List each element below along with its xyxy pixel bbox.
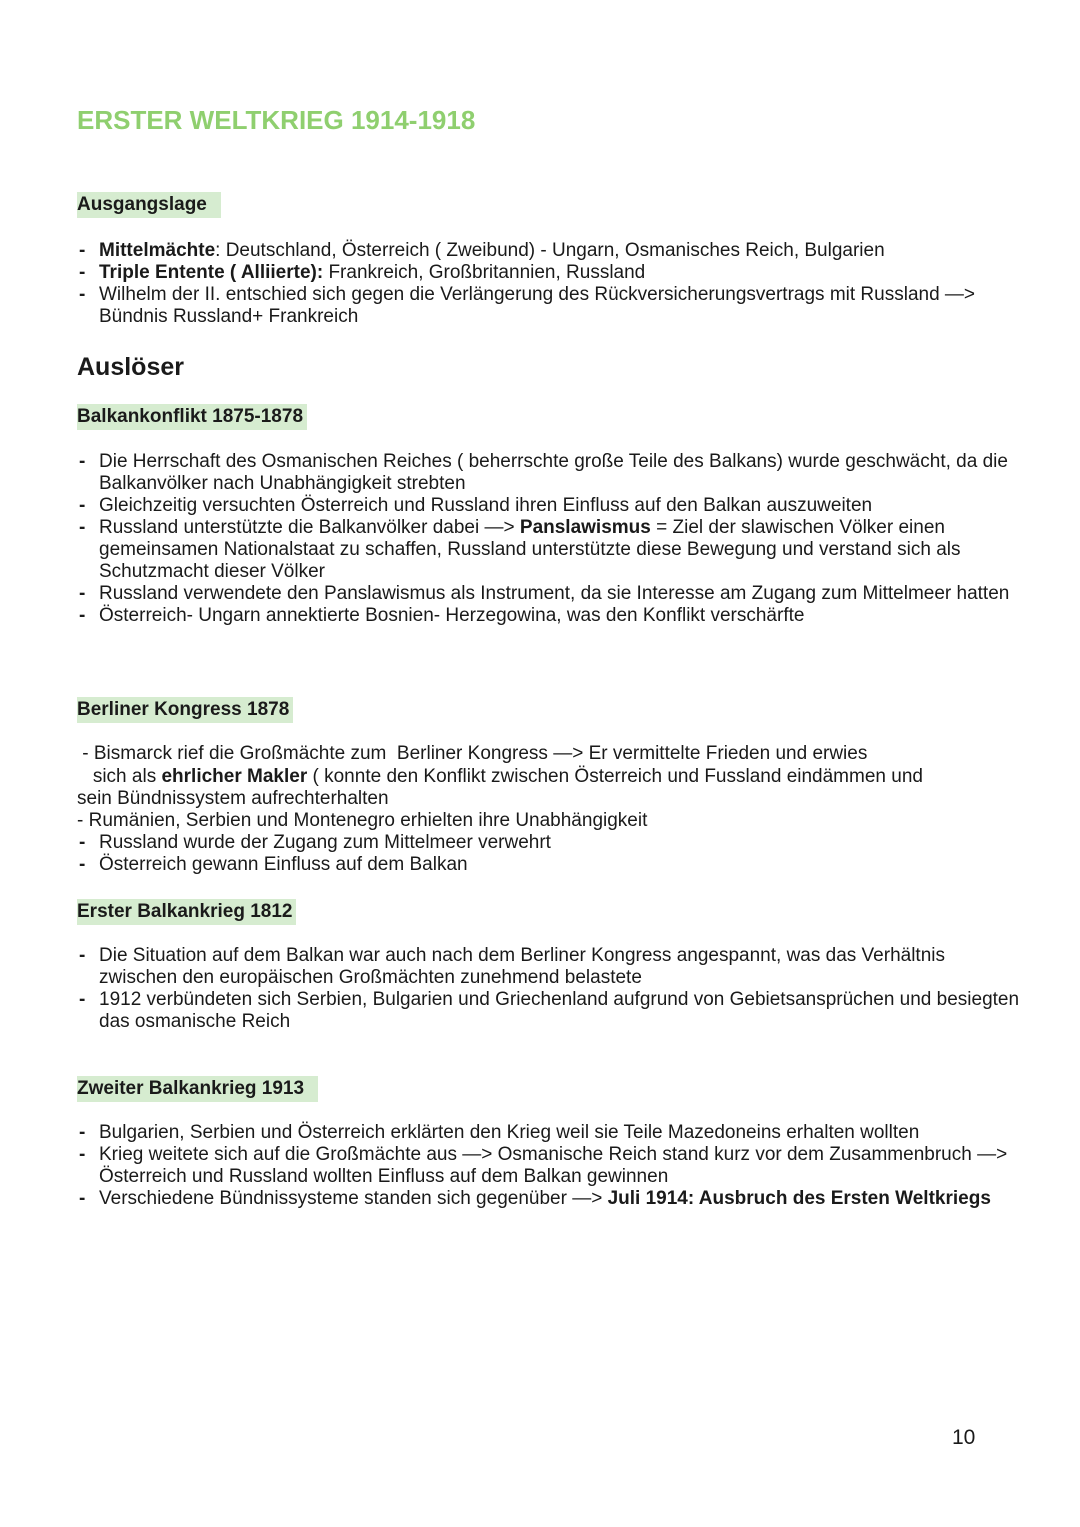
list-item: - Russland unterstützte die Balkanvölker dabei —> Panslawismus = Ziel der slawischen Völker einen gemeinsamen Nationalstaat zu schaffen, Russland unterstützte diese Bewegung und verstand sich als Schutzmacht dieser Völker: [77, 517, 1027, 583]
berliner-kongress-line: sich als ehrlicher Makler ( konnte den Konflikt zwischen Österreich und Fussland eindämmen und: [77, 766, 923, 787]
list-item: - Österreich- Ungarn annektierte Bosnien- Herzegowina, was den Konflikt verschärfte: [77, 605, 1027, 627]
list-item: - Russland wurde der Zugang zum Mittelmeer verwehrt: [77, 832, 1027, 854]
berliner-kongress-line: - Rumänien, Serbien und Montenegro erhielten ihre Unabhängigkeit: [77, 810, 648, 831]
section-heading-balkankonflikt: Balkankonflikt 1875-1878: [77, 404, 307, 430]
berliner-kongress-line: - Bismarck rief die Großmächte zum Berliner Kongress —> Er vermittelte Frieden und erwies: [77, 743, 868, 764]
section-heading-ausloeser: Auslöser: [77, 353, 184, 381]
list-item: - Verschiedene Bündnissysteme standen sich gegenüber —> Juli 1914: Ausbruch des Ersten Weltkriegs: [77, 1188, 1027, 1210]
balkankonflikt-list: [77, 451, 1027, 627]
berliner-kongress-line: sein Bündnissystem aufrechterhalten: [77, 788, 389, 809]
list-item: - Österreich gewann Einfluss auf dem Balkan: [77, 854, 1027, 876]
list-item: - Gleichzeitig versuchten Österreich und Russland ihren Einfluss auf den Balkan auszuweiten: [77, 495, 1027, 517]
ausgangslage-list: [77, 240, 1027, 328]
page-title: ERSTER WELTKRIEG 1914-1918: [77, 105, 476, 135]
zweiter-balkankrieg-list: [77, 1122, 1027, 1210]
list-item: - Russland verwendete den Panslawismus als Instrument, da sie Interesse am Zugang zum Mittelmeer hatten: [77, 583, 1027, 605]
berliner-kongress-list: [77, 832, 1027, 876]
list-item: - Krieg weitete sich auf die Großmächte aus —> Osmanische Reich stand kurz vor dem Zusammenbruch —> Österreich und Russland wollten Einfluss auf dem Balkan gewinnen: [77, 1144, 1027, 1188]
list-item: - Mittelmächte: Deutschland, Österreich ( Zweibund) - Ungarn, Osmanisches Reich, Bulgarien: [77, 240, 1027, 262]
section-heading-ausgangslage: Ausgangslage: [77, 192, 221, 218]
list-item: - Bulgarien, Serbien und Österreich erklärten den Krieg weil sie Teile Mazedoneins erhalten wollten: [77, 1122, 1027, 1144]
section-heading-erster-balkankrieg: Erster Balkankrieg 1812: [77, 899, 296, 925]
list-item: - Die Herrschaft des Osmanischen Reiches ( beherrschte große Teile des Balkans) wurde geschwächt, da die Balkanvölker nach Unabhängigkeit strebten: [77, 451, 1027, 495]
page-number: 10: [952, 1426, 976, 1449]
list-item: - Die Situation auf dem Balkan war auch nach dem Berliner Kongress angespannt, was das Verhältnis zwischen den europäischen Großmächten zunehmend belastete: [77, 945, 1027, 989]
section-heading-berliner-kongress: Berliner Kongress 1878: [77, 697, 293, 723]
list-item: - Wilhelm der II. entschied sich gegen die Verlängerung des Rückversicherungsvertrags mit Russland —> Bündnis Russland+ Frankreich: [77, 284, 1027, 328]
list-item: - 1912 verbündeten sich Serbien, Bulgarien und Griechenland aufgrund von Gebietsansprüchen und besiegten das osmanische Reich: [77, 989, 1027, 1033]
section-heading-zweiter-balkankrieg: Zweiter Balkankrieg 1913: [77, 1076, 318, 1102]
erster-balkankrieg-list: [77, 945, 1027, 1033]
list-item: - Triple Entente ( Alliierte): Frankreich, Großbritannien, Russland: [77, 262, 1027, 284]
